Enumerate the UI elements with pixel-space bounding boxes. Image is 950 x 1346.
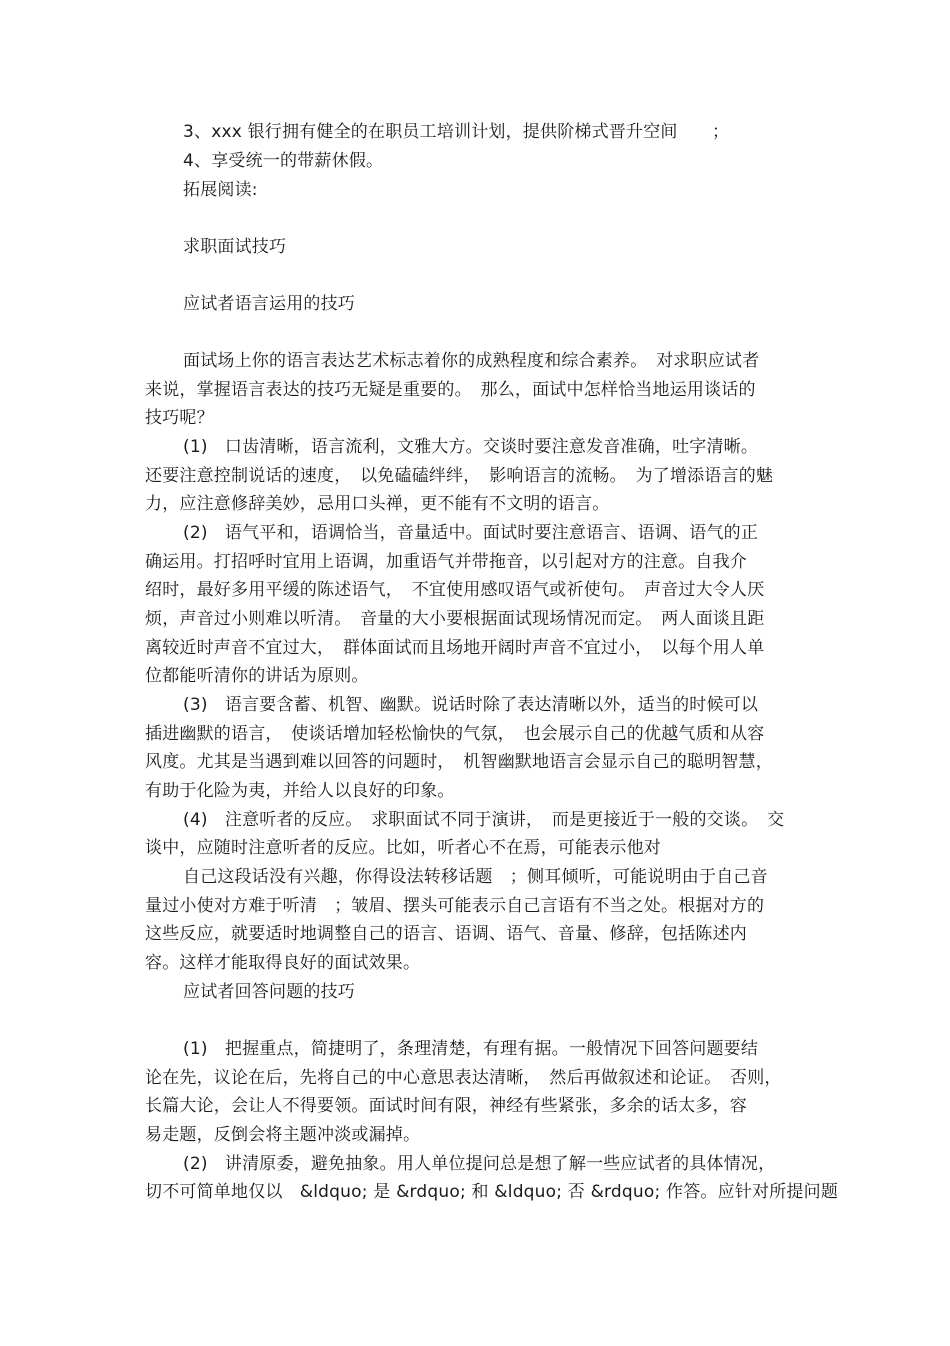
text-line: 有助于化险为夷，并给人以良好的印象。 [145, 781, 455, 801]
text-line: (1) 把握重点，简捷明了，条理清楚，有理有据。一般情况下回答问题要结 [183, 1039, 759, 1059]
text-line: 离较近时声音不宜过大， 群体面试而且场地开阔时声音不宜过小， 以每个用人单 [145, 638, 765, 658]
text-line: 长篇大论，会让人不得要领。面试时间有限，神经有些紧张，多余的话太多，容 [145, 1096, 747, 1116]
text-line: (2) 语气平和，语调恰当，音量适中。面试时要注意语言、语调、语气的正 [183, 523, 759, 543]
text-line: 插进幽默的语言， 使谈话增加轻松愉快的气氛， 也会展示自己的优越气质和从容 [145, 724, 765, 744]
text-line: 切不可简单地仅以 &ldquo; 是 &rdquo; 和 &ldquo; 否 &rdquo; 作答。应针对所提问题 [145, 1182, 839, 1202]
text-line: 面试场上你的语言表达艺术标志着你的成熟程度和综合素养。 对求职应试者 [183, 351, 760, 371]
text-line: (1) 口齿清晰，语言流利，文雅大方。交谈时要注意发音准确，吐字清晰。 [183, 437, 759, 457]
text-line: 绍时，最好多用平缓的陈述语气， 不宜使用感叹语气或祈使句。 声音过大令人厌 [145, 580, 765, 600]
text-line: (3) 语言要含蓄、机智、幽默。说话时除了表达清晰以外，适当的时候可以 [183, 695, 759, 715]
text-line: 易走题，反倒会将主题冲淡或漏掉。 [145, 1125, 421, 1145]
text-line: 3、xxx 银行拥有健全的在职员工培训计划，提供阶梯式晋升空间 ； [183, 122, 730, 142]
section-heading: 求职面试技巧 [183, 237, 287, 257]
text-line: 风度。尤其是当遇到难以回答的问题时， 机智幽默地语言会显示自己的聪明智慧， [145, 752, 773, 772]
text-line: 量过小使对方难于听清 ；皱眉、摆头可能表示自己言语有不当之处。根据对方的 [145, 896, 765, 916]
text-line: 谈中，应随时注意听者的反应。比如，听者心不在焉，可能表示他对 [145, 838, 661, 858]
text-line: 力，应注意修辞美妙，忌用口头禅，更不能有不文明的语言。 [145, 494, 610, 514]
section-heading: 应试者回答问题的技巧 [183, 982, 355, 1002]
text-line: 自己这段话没有兴趣，你得设法转移话题 ；侧耳倾听，可能说明由于自己音 [183, 867, 768, 887]
text-line: 这些反应，就要适时地调整自己的语言、语调、语气、音量、修辞，包括陈述内 [145, 924, 747, 944]
text-line: 烦，声音过小则难以听清。 音量的大小要根据面试现场情况而定。 两人面谈且距 [145, 609, 765, 629]
text-line: 4、享受统一的带薪休假。 [183, 151, 384, 171]
text-line: 还要注意控制说话的速度， 以免磕磕绊绊， 影响语言的流畅。 为了增添语言的魅 [145, 466, 774, 486]
text-line: 来说，掌握语言表达的技巧无疑是重要的。 那么，面试中怎样恰当地运用谈话的 [145, 380, 756, 400]
text-line: 位都能听清你的讲话为原则。 [145, 666, 369, 686]
text-line: 技巧呢？ [145, 408, 214, 428]
text-line: 确运用。打招呼时宜用上语调，加重语气并带拖音，以引起对方的注意。自我介 [145, 552, 747, 572]
text-line: (2) 讲清原委，避免抽象。用人单位提问总是想了解一些应试者的具体情况， [183, 1154, 776, 1174]
text-line: 拓展阅读: [183, 180, 258, 200]
section-heading: 应试者语言运用的技巧 [183, 294, 355, 314]
text-line: (4) 注意听者的反应。 求职面试不同于演讲， 而是更接近于一般的交谈。 交 [183, 810, 785, 830]
text-line: 论在先，议论在后，先将自己的中心意思表达清晰， 然后再做叙述和论证。 否则， [145, 1068, 782, 1088]
text-line: 容。这样才能取得良好的面试效果。 [145, 953, 421, 973]
